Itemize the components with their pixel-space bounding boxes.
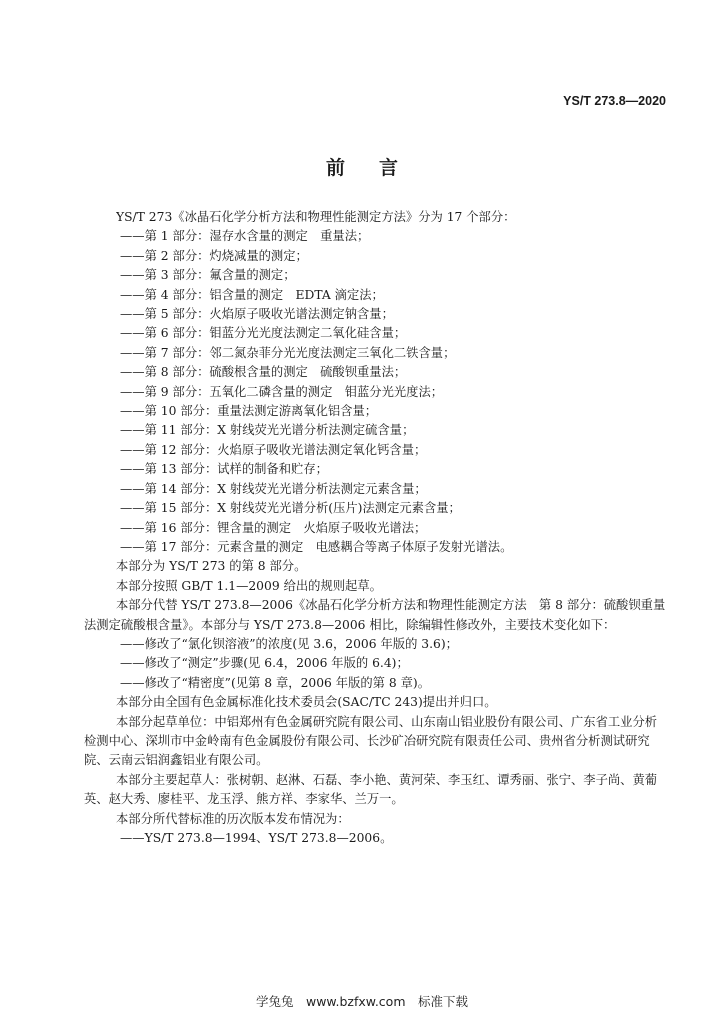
foreword-body bbox=[84, 208, 668, 848]
part-item: ——第 1 部分：湿存水含量的测定 重量法； bbox=[120, 229, 370, 244]
part-item: ——第 15 部分：X 射线荧光光谱分析(压片)法测定元素含量； bbox=[120, 501, 461, 516]
part-item: ——第 8 部分：硫酸根含量的测定 硫酸钡重量法； bbox=[120, 365, 407, 380]
part-item: ——第 4 部分：铝含量的测定 EDTA 滴定法； bbox=[120, 287, 384, 302]
standard-code: YS/T 273.8—2020 bbox=[563, 94, 666, 108]
drafting-units-paragraph: 本部分起草单位：中铝郑州有色金属研究院有限公司、山东南山铝业股份有限公司、广东省工业分析检测中心、深圳市中金岭南有色金属股份有限公司、长沙矿冶研究院有限责任公司、贵州省分析测试研究院、云南云铝润鑫铝业有限公司。 bbox=[84, 714, 658, 768]
intro-line: YS/T 273《冰晶石化学分析方法和物理性能测定方法》分为 17 个部分： bbox=[116, 210, 516, 224]
part-item: ——第 14 部分：X 射线荧光光谱分析法测定元素含量； bbox=[120, 481, 427, 496]
change-item: ——修改了“测定”步骤(见 6.4，2006 年版的 6.4)； bbox=[120, 656, 409, 671]
this-part-line: 本部分为 YS/T 273 的第 8 部分。 bbox=[116, 559, 307, 574]
replaces-paragraph: 本部分代替 YS/T 273.8—2006《冰晶石化学分析方法和物理性能测定方法 第 8 部分：硫酸钡重量法测定硫酸根含量》。本部分与 YS/T 273.8—2006 相比，除编辑性修改外，主要技术变化如下： bbox=[84, 598, 666, 632]
part-item: ——第 16 部分：锂含量的测定 火焰原子吸收光谱法； bbox=[120, 520, 427, 535]
part-item: ——第 17 部分：元素含量的测定 电感耦合等离子体原子发射光谱法。 bbox=[120, 539, 513, 554]
history-intro-line: 本部分所代替标准的历次版本发布情况为： bbox=[116, 811, 350, 826]
part-item: ——第 12 部分：火焰原子吸收光谱法测定氧化钙含量； bbox=[120, 442, 427, 457]
footer-watermark: 学兔兔 www.bzfxw.com 标准下载 bbox=[255, 994, 469, 1009]
part-item: ——第 9 部分：五氧化二磷含量的测定 钼蓝分光光度法； bbox=[120, 384, 444, 399]
drafting-rule-line: 本部分按照 GB/T 1.1—2009 给出的规则起草。 bbox=[116, 578, 382, 593]
change-item: ——修改了“氯化钡溶液”的浓度(见 3.6，2006 年版的 3.6)； bbox=[120, 636, 458, 651]
part-item: ——第 7 部分：邻二氮杂菲分光光度法测定三氧化二铁含量； bbox=[120, 345, 456, 360]
drafters-paragraph: 本部分主要起草人：张树朝、赵淋、石磊、李小艳、黄河荣、李玉红、谭秀丽、张宁、李子尚、黄葡英、赵大秀、廖桂平、龙玉浮、熊方祥、李家华、兰万一。 bbox=[84, 772, 658, 807]
part-item: ——第 3 部分：氟含量的测定； bbox=[120, 268, 296, 283]
part-item: ——第 5 部分：火焰原子吸收光谱法测定钠含量； bbox=[120, 307, 394, 322]
part-item: ——第 10 部分：重量法测定游离氧化铝含量； bbox=[120, 404, 378, 419]
page-title: 前言 bbox=[325, 157, 432, 179]
part-item: ——第 2 部分：灼烧减量的测定； bbox=[120, 248, 308, 263]
part-item: ——第 11 部分：X 射线荧光光谱分析法测定硫含量； bbox=[120, 423, 415, 438]
proposed-by-line: 本部分由全国有色金属标准化技术委员会(SAC/TC 243)提出并归口。 bbox=[116, 695, 497, 710]
change-item: ——修改了“精密度”(见第 8 章，2006 年版的第 8 章)。 bbox=[120, 675, 430, 690]
part-item: ——第 13 部分：试样的制备和贮存； bbox=[120, 462, 328, 477]
history-line: ——YS/T 273.8—1994、YS/T 273.8—2006。 bbox=[120, 831, 393, 845]
part-item: ——第 6 部分：钼蓝分光光度法测定二氧化硅含量； bbox=[120, 326, 407, 341]
